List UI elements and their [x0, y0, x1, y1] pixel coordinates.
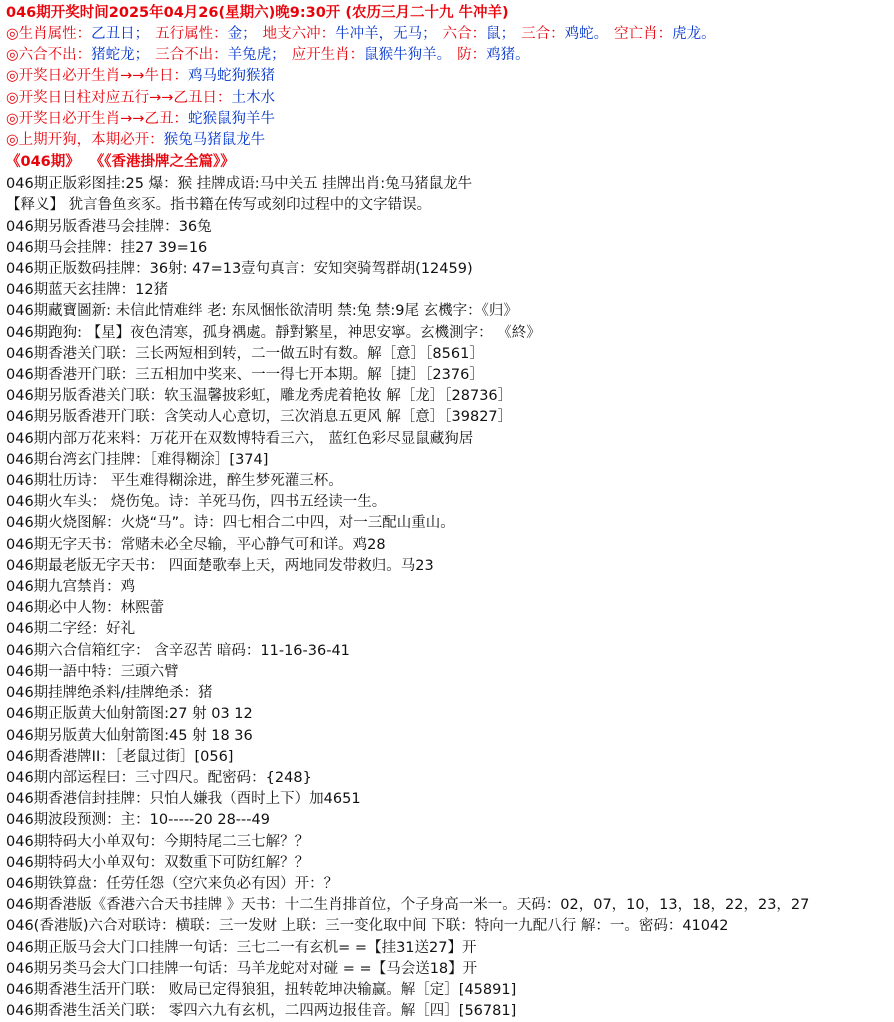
- lingban-xg-kaimen-part: 046期另版香港开门联：含笑动人心意切，三次消息五更风 解［意］［39827］: [6, 409, 513, 426]
- zodiac-attribute-label: ◎生肖属性：: [6, 26, 92, 42]
- zhengban-caitu-part: 046期正版彩图挂:25 爆：猴 挂牌成语:马中关五 挂牌出肖:兔马猪鼠龙牛: [6, 176, 473, 193]
- huoche-tou-part: 046期火车头： 烧伤兔。诗：羊死马伤，四书五经读一生。: [6, 494, 387, 511]
- entry-row: [6, 577, 890, 598]
- lingban-xgmh-part: 36兔: [178, 218, 212, 235]
- lingban-xgmh-part: 046期另版香港马会挂牌：: [6, 218, 179, 235]
- lingban-xg-guanmen-part: 046期另版香港关门联：软玉温馨披彩虹，雕龙秀虎着艳妆 解［龙］［28736］: [6, 388, 513, 405]
- entry-row: [6, 471, 890, 492]
- entry-row: [6, 598, 890, 619]
- shuma-guapai-part: 046期正版数码挂牌：36射: 47=13壹句真言：安知突骑驾群胡(12459): [6, 261, 473, 278]
- tie-suanpan-part: 046期铁算盘：任劳任怨（空穴来负必有因）开：？: [6, 875, 339, 892]
- previous-draw-label: ◎上期开狗，本期必开：: [6, 132, 164, 149]
- zodiac-attribute-line: [6, 24, 890, 45]
- entry-row: [6, 704, 890, 725]
- guapai-juesha-part: 046期挂牌绝杀料/挂牌绝杀：猪: [6, 685, 213, 702]
- entry-row: [6, 195, 890, 216]
- entry-row: [6, 768, 890, 789]
- shiyi-part: 【释义】: [6, 197, 64, 214]
- xg-xinfeng-part: 046期香港信封挂牌：只怕人嫌我（酉时上下）加4651: [6, 791, 361, 808]
- entry-row: [6, 301, 890, 322]
- entry-row: [6, 980, 890, 1001]
- entry-row: [6, 556, 890, 577]
- element-attribute-label: 五行属性：: [155, 26, 228, 42]
- entry-row: [6, 789, 890, 810]
- previous-draw-line: [6, 130, 890, 151]
- liuhe-label: 六合：: [442, 26, 487, 42]
- kongwang-value: 虎龙。: [672, 26, 716, 42]
- lingleimahui-damenkou-part: 046期另类马会大门口挂牌一句话：马羊龙蛇对对碰 = =【马会送18】开: [6, 960, 478, 977]
- entry-row: [6, 1001, 890, 1022]
- erzi-jing-part: 046期二字经：好礼: [6, 621, 136, 638]
- entry-row: [6, 810, 890, 831]
- section-title: 《《香港掛牌之全篇》》: [89, 154, 235, 171]
- entry-row: [6, 513, 890, 534]
- entry-row: [6, 450, 890, 471]
- paogou-part: 046期跑狗: 【星】夜色清寒，孤身禑處。靜對繁星，神思安寧。玄機測字： 《終》: [6, 324, 541, 341]
- entry-row: [6, 280, 890, 301]
- entry-row: [6, 726, 890, 747]
- entry-row: [6, 492, 890, 513]
- entry-row: [6, 683, 890, 704]
- entry-row: [6, 641, 890, 662]
- liuhe-xinjian-part: 046期六合信箱红字： 含辛忍苦 暗码：11-16-36-41: [6, 642, 350, 659]
- must-open-by-pillar-line: [6, 109, 890, 130]
- previous-draw-value: 猴兔马猪鼠龙牛: [163, 132, 266, 149]
- must-open-by-pillar-value: 蛇猴鼠狗羊牛: [187, 110, 275, 127]
- xg-shenghuo-kaimen-part: 046期香港生活开门联： 败局已定得狼狙，扭转乾坤决输赢。解［定］[45891]: [6, 981, 517, 998]
- taiwan-xuanmen-part: 046期台湾玄门挂牌：［难得糊涂］[374]: [6, 451, 269, 468]
- cangbao-tu-part: 046期藏寶圖新: 未信此情难绊 老: 东凤悃怅欲清明 禁:兔 禁:9尾 玄機字：《归》: [6, 303, 518, 320]
- xianggang-pai2-part: 046期香港牌II：［老鼠过街］[056]: [6, 748, 234, 765]
- kongwang-label: 空亡肖：: [614, 26, 673, 42]
- entry-row: [6, 662, 890, 683]
- liuhe-exclude-value: 猪蛇龙；: [91, 47, 150, 64]
- zhengban-mahui-damenkou-part: 046期正版马会大门口挂牌一句话：三七二一有玄机= =【挂31送27】开: [6, 939, 477, 956]
- period-title: 《046期》: [6, 154, 80, 171]
- exclusion-line: [6, 45, 890, 66]
- entry-row: [6, 959, 890, 980]
- lantian-xuangua-part: 046期蓝天玄挂牌：12猪: [6, 282, 169, 299]
- beware-value: 鸡猪。: [486, 47, 530, 64]
- sanhe-exclude-label: 三合不出：: [155, 47, 228, 64]
- entry-row: [6, 895, 890, 916]
- tema-daxiao-danshuang2-part: 046期特码大小单双句：双数重下可防红解？？: [6, 854, 310, 871]
- boduan-yuce-part: 046期波段预测：主：10-----20 28---49: [6, 812, 270, 829]
- entry-row: [6, 344, 890, 365]
- lingban-huangdaxian-part: 046期另版黄大仙射箭图:45 射 18 36: [6, 727, 253, 744]
- entry-row: [6, 619, 890, 640]
- entry-row: [6, 747, 890, 768]
- pillar-element-label: ◎开奖日日柱对应五行→→乙丑日：: [6, 89, 232, 106]
- jiugong-jinxiao-part: 046期九宫禁肖：鸡: [6, 579, 136, 596]
- zodiac-attribute-value: 乙丑日；: [91, 26, 150, 42]
- entry-row: [6, 259, 890, 280]
- entry-row: [6, 323, 890, 344]
- entry-row: [6, 874, 890, 895]
- clash-value: 牛冲羊，无马；: [335, 26, 437, 42]
- must-open-by-day-value: 鸡马蛇狗猴猪: [187, 68, 275, 85]
- zhengban-huangdaxian-part: 046期正版黄大仙射箭图:27 射 03 12: [6, 706, 253, 723]
- xg-liuhe-duilian-part: 046(香港版)六合对联诗：横联：三一发财 上联：三一变化取中间 下联：特向一九配八行 解：一。密码：41042: [6, 918, 729, 935]
- liuhe-exclude-label: ◎六合不出：: [6, 47, 92, 64]
- zuilaoban-wuzi-part: 046期最老版无字天书： 四面楚歌奉上天，两地同发带救归。马23: [6, 557, 434, 574]
- entry-row: [6, 407, 890, 428]
- entry-row: [6, 429, 890, 450]
- entry-row: [6, 386, 890, 407]
- xg-banban-tianshu-part: 046期香港版《香港六合天书挂牌 》天书：十二生肖排首位，个子身高一米一。天码：02，07，10，13，18，22，23，27: [6, 897, 810, 914]
- tema-daxiao-danshuang-part: 046期特码大小单双句：今期特尾二三七解？？: [6, 833, 310, 850]
- must-open-by-day-line: [6, 66, 890, 87]
- entry-row: [6, 365, 890, 386]
- beware-label: 防：: [457, 47, 487, 64]
- sanhe-value: 鸡蛇。: [564, 26, 609, 42]
- sanhe-exclude-value: 羊兔虎；: [227, 47, 286, 64]
- pillar-element-value: 土木水: [231, 89, 275, 106]
- xg-guanmen-lian-part: 046期香港关门联：三长两短相到转，二一做五时有数。解［意］［8561］: [6, 345, 484, 362]
- biyou-renwu-part: 046期必中人物：林熙蕾: [6, 600, 165, 617]
- must-open-by-day-label: ◎开奖日必开生肖→→牛日：: [6, 68, 188, 85]
- xg-shenghuo-guanmen-part: 046期香港生活关门联： 零四六九有玄机，二四两边报佳音。解［四］[56781]: [6, 1003, 517, 1020]
- shiyi-part: 犹言鲁鱼亥豕。指书籍在传写或刻印过程中的文字错误。: [64, 197, 432, 214]
- zhuangli-shi-part: 046期壮历诗： 平生难得糊涂进，醉生梦死灌三杯。: [6, 473, 343, 490]
- entry-row: [6, 938, 890, 959]
- entry-row: [6, 217, 890, 238]
- yiyu-zhongte-part: 046期一語中特：三頭六臂: [6, 663, 179, 680]
- clash-label: 地支六冲：: [262, 26, 336, 42]
- pillar-element-line: [6, 88, 890, 109]
- entry-row: [6, 853, 890, 874]
- draw-time-line: 046期开奖时间2025年04月26(星期六)晚9:30开 (农历三月二十九 牛冲羊): [6, 5, 509, 21]
- mahui-guapai-part: 046期马会挂牌：挂27 39=16: [6, 239, 208, 256]
- entry-row: [6, 174, 890, 195]
- document-title: [6, 151, 890, 174]
- liuhe-value: 鼠；: [486, 26, 516, 42]
- sanhe-label: 三合：: [521, 26, 565, 42]
- entry-row: [6, 238, 890, 259]
- must-open-by-pillar-label: ◎开奖日必开生肖→→乙丑：: [6, 110, 188, 127]
- entry-list: [6, 174, 890, 1022]
- entry-row: [6, 916, 890, 937]
- entry-row: [6, 535, 890, 556]
- element-attribute-value: 金；: [227, 26, 257, 42]
- expected-zodiac-label: 应开生肖：: [291, 47, 365, 64]
- expected-zodiac-value: 鼠猴牛狗羊。: [364, 47, 452, 64]
- xg-kaimen-lian-part: 046期香港开门联：三五相加中奖来、一一得七开本期。解［捷］［2376］: [6, 367, 484, 384]
- huoshao-tujie-part: 046期火烧图解：火烧“马”。诗：四七相合二中四，对一三配山重山。: [6, 515, 455, 532]
- entry-row: [6, 832, 890, 853]
- neibu-wanhua-part: 046期内部万花来料：万花开在双数博特看三六， 蓝红色彩尽显鼠藏狗居: [6, 430, 474, 447]
- wuzi-tianshu-part: 046期无字天书：常赌未必全尽输，平心静气可和详。鸡28: [6, 536, 386, 553]
- neibu-yuncheng-part: 046期内部运程曰：三寸四尺。配密码：{248}: [6, 769, 312, 786]
